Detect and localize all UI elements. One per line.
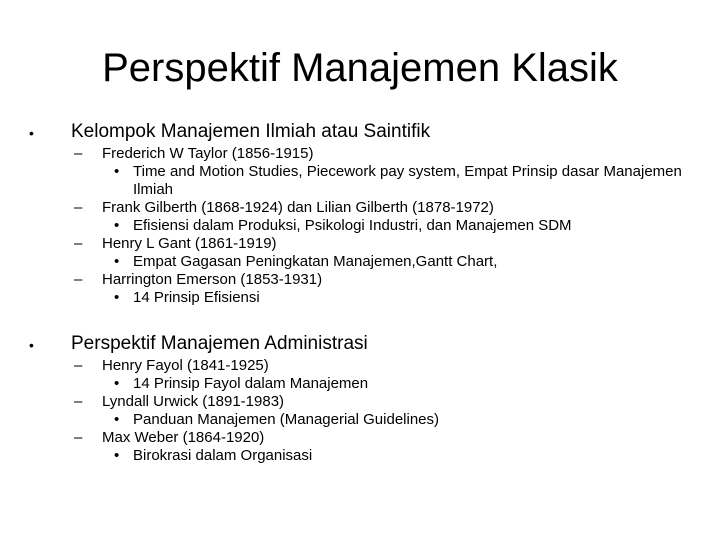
person-detail: 14 Prinsip Fayol dalam Manajemen [133,375,369,392]
bullet-icon: • [29,125,34,141]
person-detail: Birokrasi dalam Organisasi [133,447,313,464]
section-heading-row [0,331,720,357]
slide-title: Perspektif Manajemen Klasik [102,46,618,90]
person-detail-item [0,375,693,393]
person-item [0,235,720,253]
section-scientific-management [0,119,720,307]
person-name: Max Weber (1864-1920) [102,429,265,446]
dash-icon: – [74,393,83,410]
person-name: Frederich W Taylor (1856-1915) [102,145,314,162]
person-detail-item [0,163,693,199]
person-item [0,199,720,217]
person-name: Henry L Gant (1861-1919) [102,235,277,252]
dash-icon: – [74,199,83,216]
person-detail: 14 Prinsip Efisiensi [133,289,260,306]
person-name: Harrington Emerson (1853-1931) [102,271,323,288]
person-detail: Time and Motion Studies, Piecework pay system, Empat Prinsip dasar Manajemen Ilmiah [133,163,682,198]
section-heading: Kelompok Manajemen Ilmiah atau Saintifik [71,121,431,142]
section-heading: Perspektif Manajemen Administrasi [71,333,368,354]
bullet-icon: • [114,163,120,180]
person-item [0,271,720,289]
person-name: Lyndall Urwick (1891-1983) [102,393,285,410]
person-detail-item [0,253,693,271]
dash-icon: – [74,235,83,252]
dash-icon: – [74,357,83,374]
person-detail-item [0,411,693,429]
bullet-icon: • [114,289,120,306]
bullet-icon: • [114,411,120,428]
person-detail: Empat Gagasan Peningkatan Manajemen,Gantt Chart, [133,253,498,270]
person-item [0,357,720,375]
person-detail-item [0,289,693,307]
bullet-icon: • [114,217,120,234]
person-item [0,145,720,163]
dash-icon: – [74,429,83,446]
dash-icon: – [74,271,83,288]
section-heading-row [0,119,720,145]
bullet-icon: • [114,375,120,392]
dash-icon: – [74,145,83,162]
person-detail: Panduan Manajemen (Managerial Guidelines) [133,411,440,428]
person-detail: Efisiensi dalam Produksi, Psikologi Industri, dan Manajemen SDM [133,217,572,234]
bullet-icon: • [114,253,120,270]
person-item [0,429,720,447]
section-administrative-management [0,331,720,465]
person-name: Frank Gilberth (1868-1924) dan Lilian Gilberth (1878-1972) [102,199,494,216]
person-name: Henry Fayol (1841-1925) [102,357,269,374]
person-item [0,393,720,411]
person-detail-item [0,217,693,235]
bullet-icon: • [29,337,34,353]
bullet-icon: • [114,447,120,464]
person-detail-item [0,447,693,465]
